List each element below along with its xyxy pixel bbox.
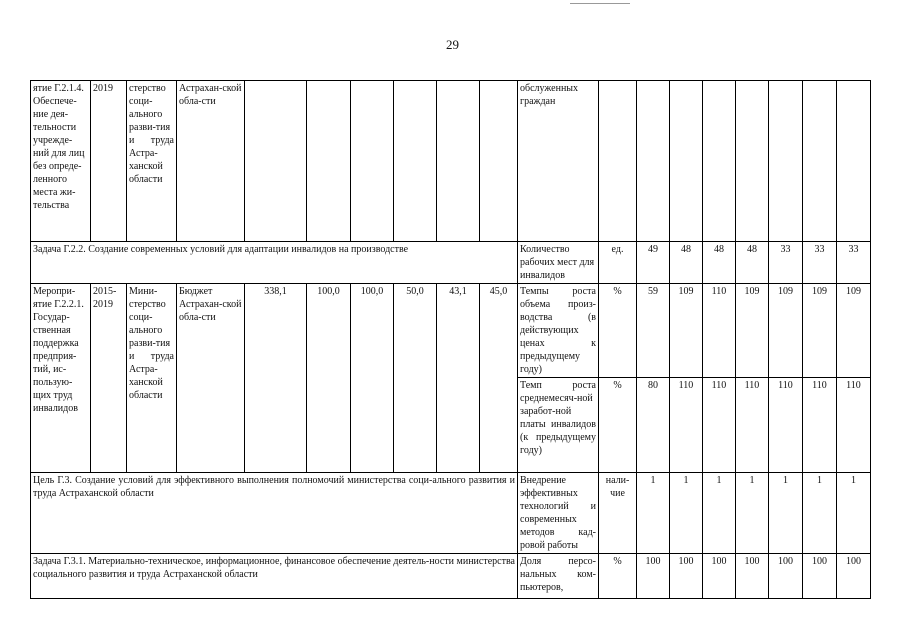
value-cell: 110 <box>803 378 837 473</box>
value-cell <box>670 81 703 242</box>
finance-cell <box>245 81 307 242</box>
indicator-cell: обслуженных граждан <box>518 81 599 242</box>
goal-title-cell: Цель Г.3. Создание условий для эффективного выполнения полномочий министерства соци-ального развития и труда Астраханской области <box>31 473 518 554</box>
period-cell: 2015-2019 <box>91 284 127 473</box>
unit-cell: % <box>599 554 637 599</box>
value-cell: 109 <box>736 284 769 378</box>
finance-cell <box>351 81 394 242</box>
value-cell: 100 <box>803 554 837 599</box>
finance-cell: 50,0 <box>394 284 437 473</box>
value-cell: 100 <box>670 554 703 599</box>
value-cell: 33 <box>769 242 803 284</box>
value-cell: 100 <box>703 554 736 599</box>
task-title-cell: Задача Г.3.1. Материально-техническое, информационное, финансовое обеспечение деятель-ности министерства социального развития и труда Астраханской области <box>31 554 518 599</box>
value-cell: 1 <box>837 473 871 554</box>
indicator-cell: Темп роста среднемесяч-ной заработ-ной платы инвалидов (к предыдущему году) <box>518 378 599 473</box>
value-cell <box>803 81 837 242</box>
unit-cell: нали-чие <box>599 473 637 554</box>
finance-cell: 45,0 <box>480 284 518 473</box>
value-cell: 1 <box>736 473 769 554</box>
period-cell: 2019 <box>91 81 127 242</box>
finance-cell <box>307 81 351 242</box>
value-cell: 110 <box>703 378 736 473</box>
value-cell: 48 <box>736 242 769 284</box>
value-cell: 1 <box>670 473 703 554</box>
value-cell: 1 <box>769 473 803 554</box>
value-cell: 110 <box>670 378 703 473</box>
value-cell: 109 <box>670 284 703 378</box>
measure-name-cell: ятие Г.2.1.4. Обеспече-ние дея-тельности учрежде-ний для лиц без опреде-ленного места жи-тельства <box>31 81 91 242</box>
finance-cell <box>480 81 518 242</box>
indicator-cell: Доля персо-нальных ком-пьютеров, <box>518 554 599 599</box>
measure-name-cell: Меропри-ятие Г.2.2.1. Государ-ственная поддержка предприя-тий, ис-пользую-щих труд инвалидов <box>31 284 91 473</box>
value-cell: 109 <box>803 284 837 378</box>
table-row <box>31 554 871 599</box>
value-cell: 110 <box>703 284 736 378</box>
unit-cell: % <box>599 378 637 473</box>
value-cell: 59 <box>637 284 670 378</box>
value-cell: 80 <box>637 378 670 473</box>
value-cell: 48 <box>703 242 736 284</box>
finance-cell: 100,0 <box>307 284 351 473</box>
value-cell: 109 <box>837 284 871 378</box>
value-cell: 1 <box>637 473 670 554</box>
value-cell: 100 <box>736 554 769 599</box>
executor-cell: стерство соци-ального разви-тия и труда Астра-ханской области <box>127 81 177 242</box>
value-cell: 100 <box>769 554 803 599</box>
table-row <box>31 284 871 378</box>
value-cell: 48 <box>670 242 703 284</box>
table-row <box>31 81 871 242</box>
value-cell: 1 <box>803 473 837 554</box>
value-cell: 49 <box>637 242 670 284</box>
indicator-cell: Количество рабочих мест для инвалидов <box>518 242 599 284</box>
finance-cell <box>437 81 480 242</box>
table-row <box>31 242 871 284</box>
finance-cell <box>394 81 437 242</box>
top-rule <box>570 3 630 4</box>
page-number: 29 <box>446 37 459 52</box>
task-title-cell: Задача Г.2.2. Создание современных условий для адаптации инвалидов на производстве <box>31 242 518 284</box>
value-cell <box>703 81 736 242</box>
value-cell: 100 <box>637 554 670 599</box>
finance-cell: 100,0 <box>351 284 394 473</box>
indicator-cell: Внедрение эффективных технологий и современных методов кад-ровой работы <box>518 473 599 554</box>
value-cell: 1 <box>703 473 736 554</box>
executor-cell: Мини-стерство соци-ального разви-тия и труда Астра-ханской области <box>127 284 177 473</box>
value-cell: 110 <box>837 378 871 473</box>
unit-cell <box>599 81 637 242</box>
value-cell <box>736 81 769 242</box>
program-table <box>30 80 871 599</box>
value-cell <box>837 81 871 242</box>
source-cell: Бюджет Астрахан-ской обла-сти <box>177 284 245 473</box>
indicator-cell: Темпы роста объема произ-водства (в действующих ценах к предыдущему году) <box>518 284 599 378</box>
value-cell: 110 <box>736 378 769 473</box>
value-cell: 100 <box>837 554 871 599</box>
value-cell: 109 <box>769 284 803 378</box>
value-cell: 33 <box>803 242 837 284</box>
table-row <box>31 473 871 554</box>
source-cell: Астрахан-ской обла-сти <box>177 81 245 242</box>
value-cell: 33 <box>837 242 871 284</box>
finance-total-cell: 338,1 <box>245 284 307 473</box>
value-cell <box>769 81 803 242</box>
value-cell <box>637 81 670 242</box>
unit-cell: % <box>599 284 637 378</box>
finance-cell: 43,1 <box>437 284 480 473</box>
value-cell: 110 <box>769 378 803 473</box>
unit-cell: ед. <box>599 242 637 284</box>
